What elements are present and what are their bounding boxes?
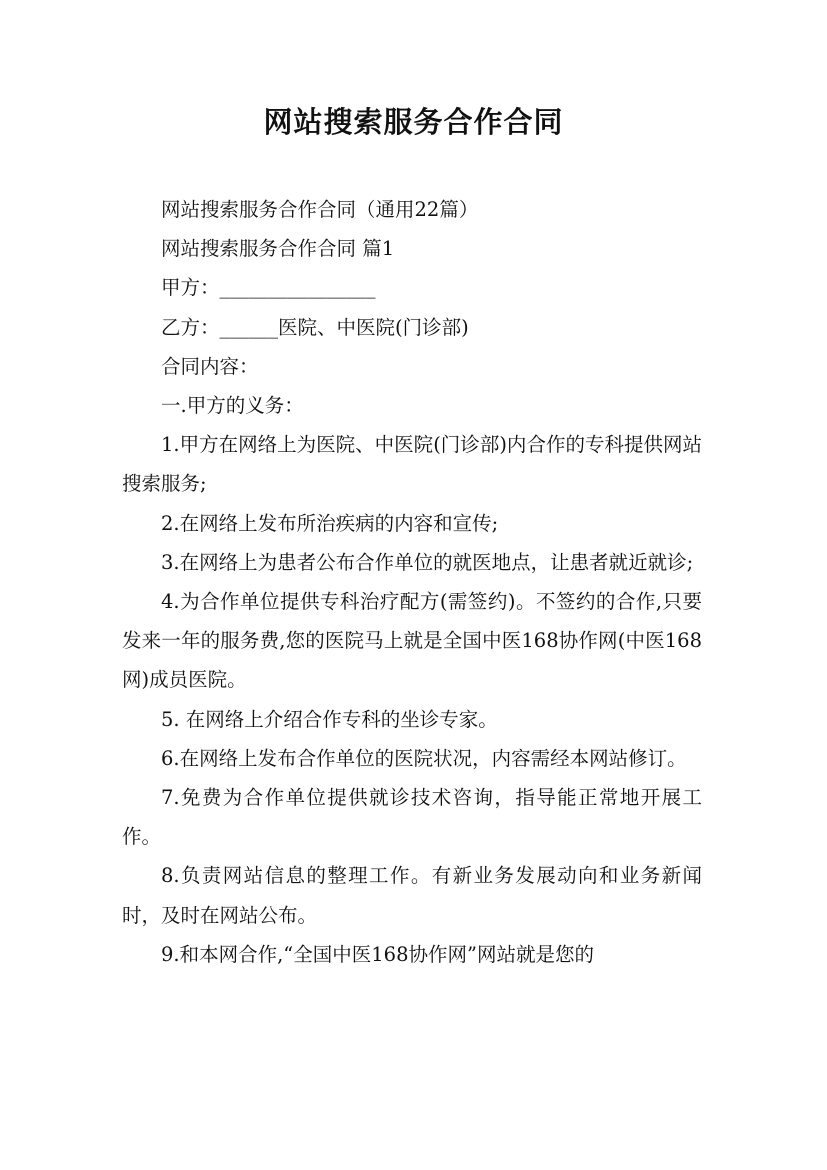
paragraph-party-a-obligations: 一.甲方的义务： (161, 394, 304, 418)
paragraph-party-b: 乙方：______医院、中医院(门诊部) (161, 315, 469, 339)
paragraph-item-8: 8.负责网站信息的整理工作。有新业务发展动向和业务新闻时，及时在网站公布。 (122, 864, 702, 927)
paragraph-section-heading: 网站搜索服务合作合同 篇1 (161, 237, 395, 261)
paragraph-item-4: 4.为合作单位提供专科治疗配方(需签约)。不签约的合作,只要发来一年的服务费,您的医院马上就是全国中医168协作网(中医168网)成员医院。 (122, 590, 702, 692)
paragraph-contract-content: 合同内容： (161, 354, 259, 378)
paragraph-item-7: 7.免费为合作单位提供就诊技术咨询，指导能正常地开展工作。 (122, 786, 702, 849)
paragraph-item-9: 9.和本网合作,“全国中医168协作网”网站就是您的 (161, 942, 594, 966)
paragraph-item-6: 6.在网络上发布合作单位的医院状况，内容需经本网站修订。 (161, 746, 687, 770)
paragraph-subtitle: 网站搜索服务合作合同（通用22篇） (161, 198, 479, 221)
document-title: 网站搜索服务合作合同 (263, 105, 564, 139)
paragraph-item-2: 2.在网络上发布所治疾病的内容和宣传; (161, 511, 499, 535)
document-body (122, 190, 702, 974)
paragraph-item-5: 5. 在网络上介绍合作专科的坐诊专家。 (161, 707, 498, 731)
paragraph-item-1: 1.甲方在网络上为医院、中医院(门诊部)内合作的专科提供网站搜索服务; (122, 433, 702, 496)
paragraph-item-3: 3.在网络上为患者公布合作单位的就医地点，让患者就近就诊; (161, 550, 694, 574)
paragraph-party-a: 甲方：________________ (161, 276, 376, 300)
